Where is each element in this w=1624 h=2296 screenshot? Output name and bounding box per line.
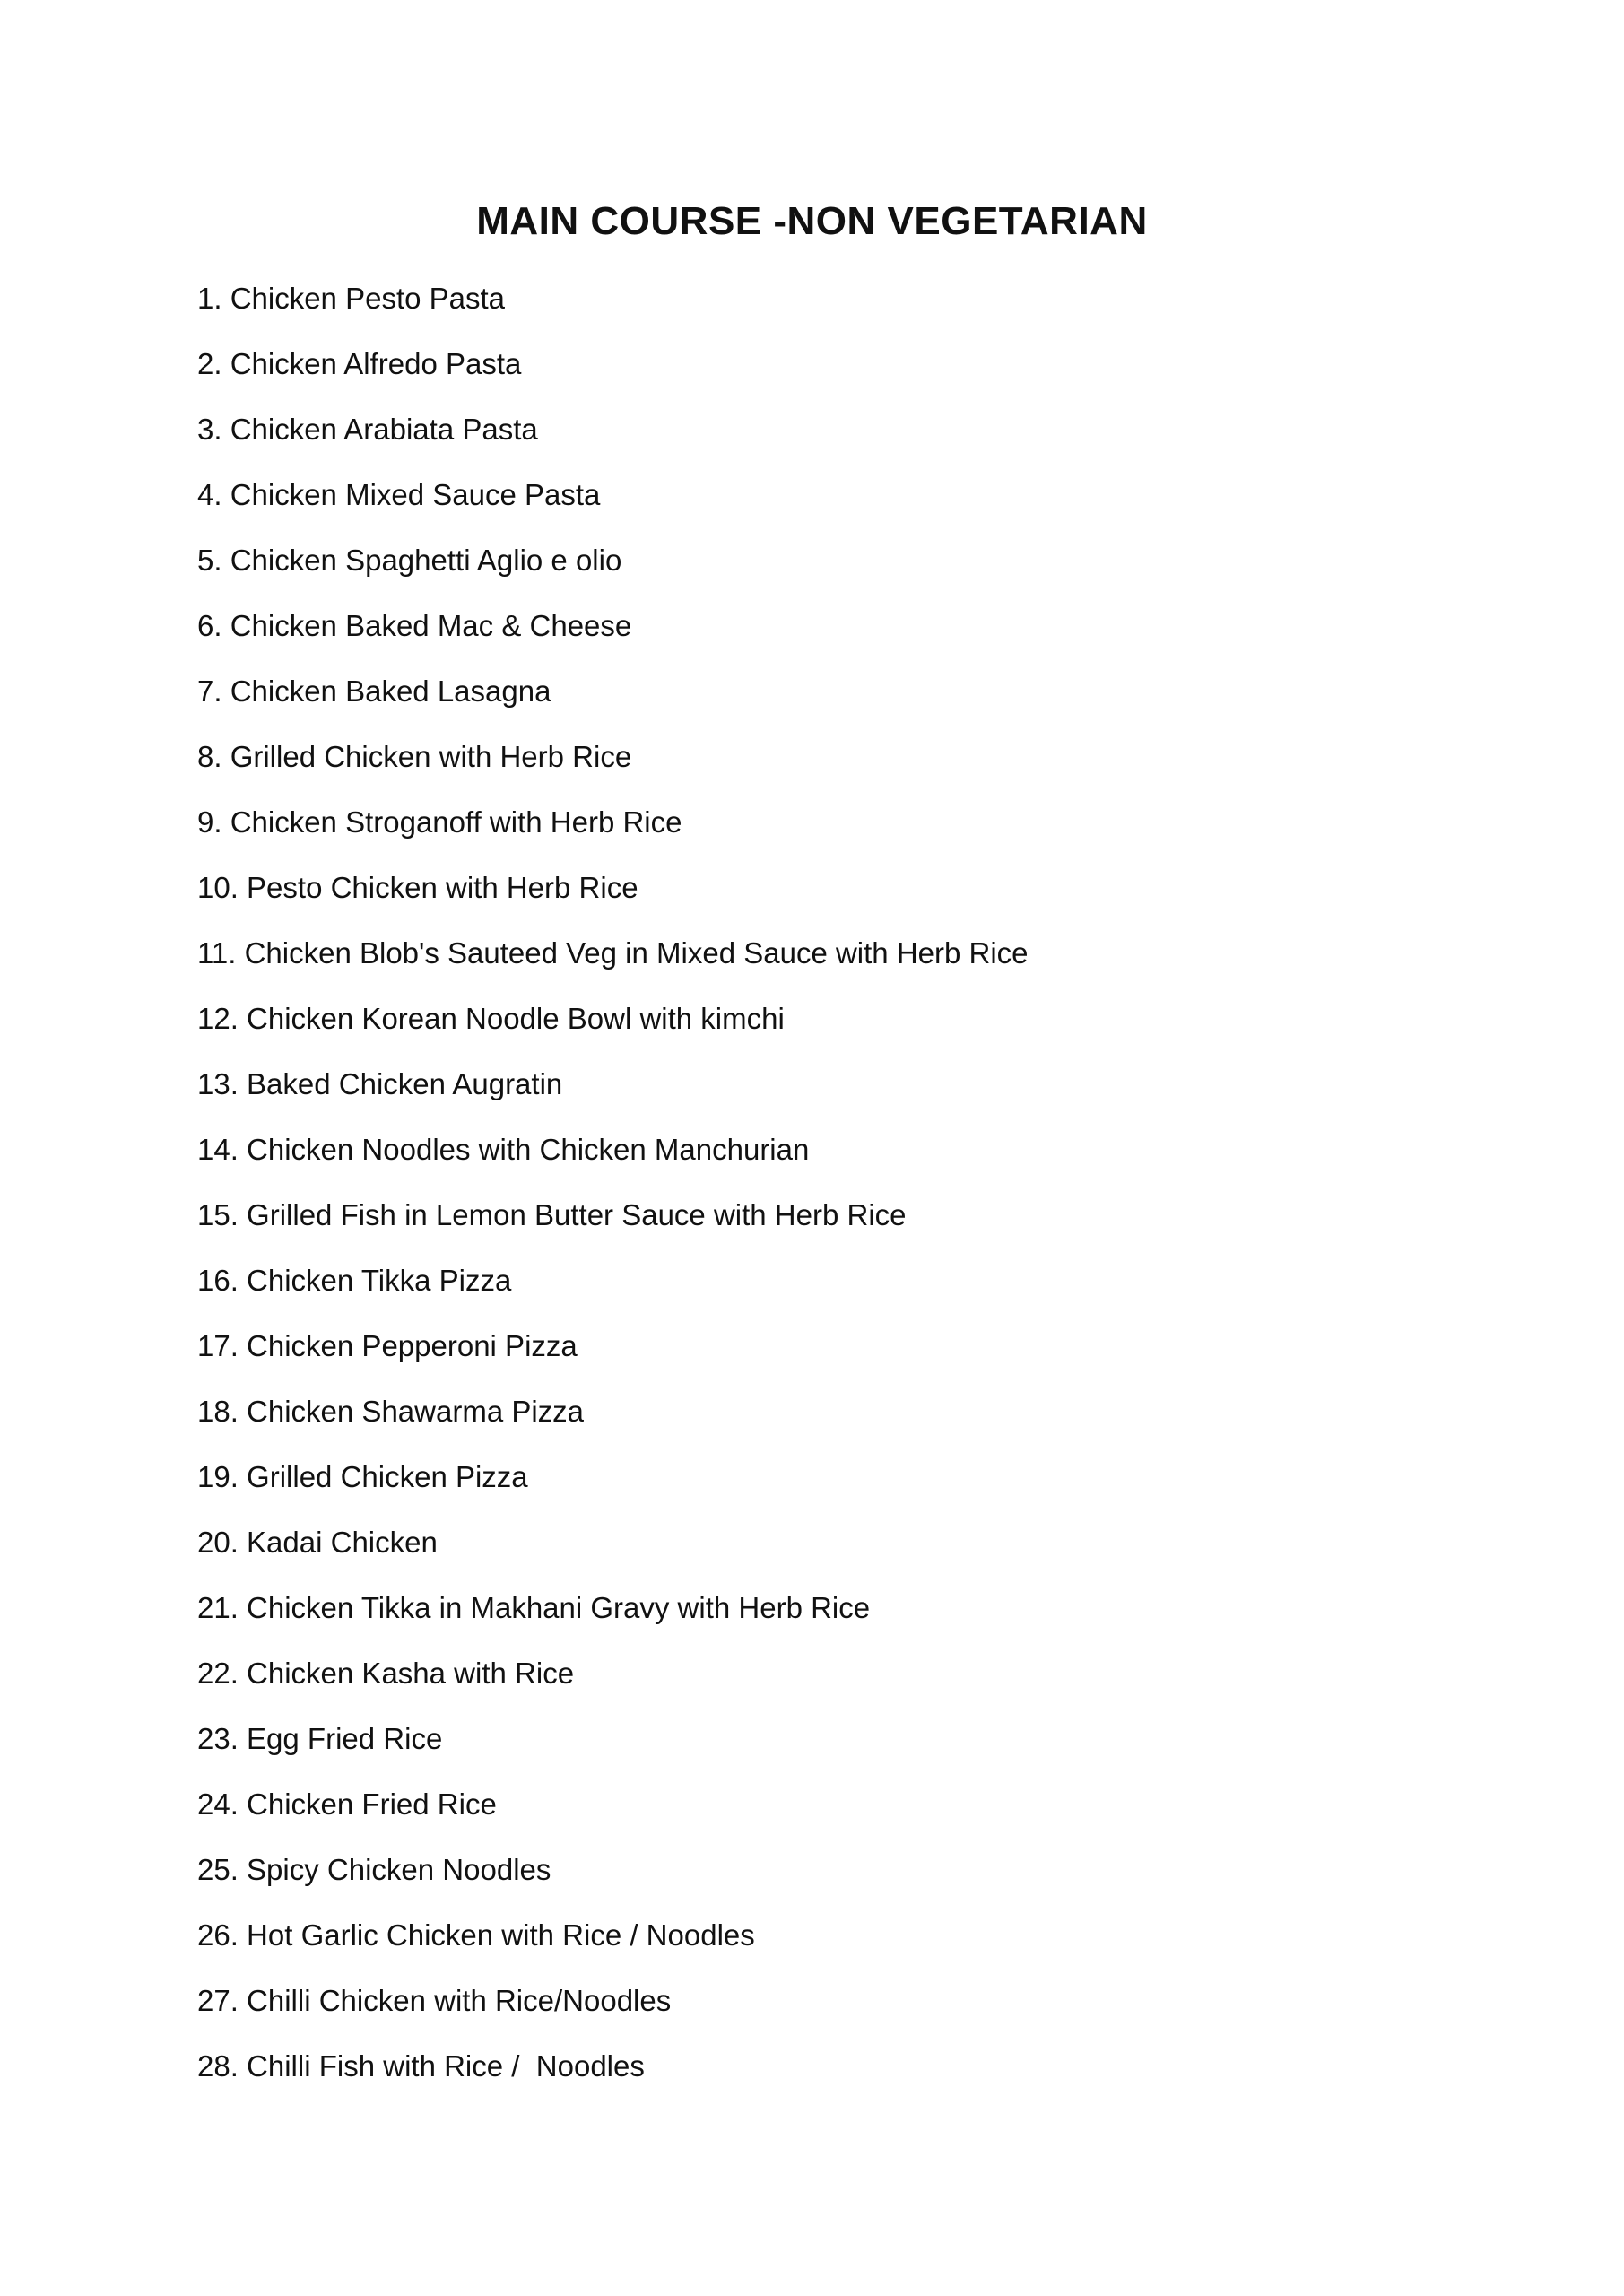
menu-item: 12. Chicken Korean Noodle Bowl with kimchi: [197, 1002, 785, 1035]
menu-item: 21. Chicken Tikka in Makhani Gravy with Herb Rice: [197, 1591, 871, 1624]
menu-item: 13. Baked Chicken Augratin: [197, 1067, 563, 1100]
menu-item: 5. Chicken Spaghetti Aglio e olio: [197, 544, 622, 577]
menu-item: 2. Chicken Alfredo Pasta: [197, 347, 522, 380]
menu-item: 23. Egg Fried Rice: [197, 1722, 443, 1755]
menu-item: 11. Chicken Blob's Sauteed Veg in Mixed Sauce with Herb Rice: [197, 936, 1029, 970]
menu-item: 9. Chicken Stroganoff with Herb Rice: [197, 805, 682, 839]
menu-item: 20. Kadai Chicken: [197, 1526, 438, 1559]
menu-item: 25. Spicy Chicken Noodles: [197, 1853, 551, 1886]
menu-item: 4. Chicken Mixed Sauce Pasta: [197, 478, 601, 511]
menu-item: 26. Hot Garlic Chicken with Rice / Noodles: [197, 1918, 755, 1952]
menu-item: 27. Chilli Chicken with Rice/Noodles: [197, 1984, 672, 2017]
menu-item: 14. Chicken Noodles with Chicken Manchurian: [197, 1133, 810, 1166]
menu-list: [197, 274, 1029, 2107]
menu-item: 22. Chicken Kasha with Rice: [197, 1657, 575, 1690]
menu-item: 8. Grilled Chicken with Herb Rice: [197, 740, 632, 773]
menu-item: 18. Chicken Shawarma Pizza: [197, 1395, 585, 1428]
menu-item: 17. Chicken Pepperoni Pizza: [197, 1329, 578, 1362]
menu-item: 1. Chicken Pesto Pasta: [197, 282, 506, 315]
page-title: MAIN COURSE -NON VEGETARIAN: [476, 199, 1148, 243]
menu-item: 15. Grilled Fish in Lemon Butter Sauce with Herb Rice: [197, 1198, 907, 1231]
menu-item: 6. Chicken Baked Mac & Cheese: [197, 609, 632, 642]
menu-item: 10. Pesto Chicken with Herb Rice: [197, 871, 638, 904]
menu-item: 24. Chicken Fried Rice: [197, 1787, 497, 1821]
menu-item: 28. Chilli Fish with Rice / Noodles: [197, 2049, 645, 2083]
menu-item: 16. Chicken Tikka Pizza: [197, 1264, 512, 1297]
menu-item: 7. Chicken Baked Lasagna: [197, 674, 551, 708]
menu-item: 19. Grilled Chicken Pizza: [197, 1460, 528, 1493]
menu-item: 3. Chicken Arabiata Pasta: [197, 413, 538, 446]
